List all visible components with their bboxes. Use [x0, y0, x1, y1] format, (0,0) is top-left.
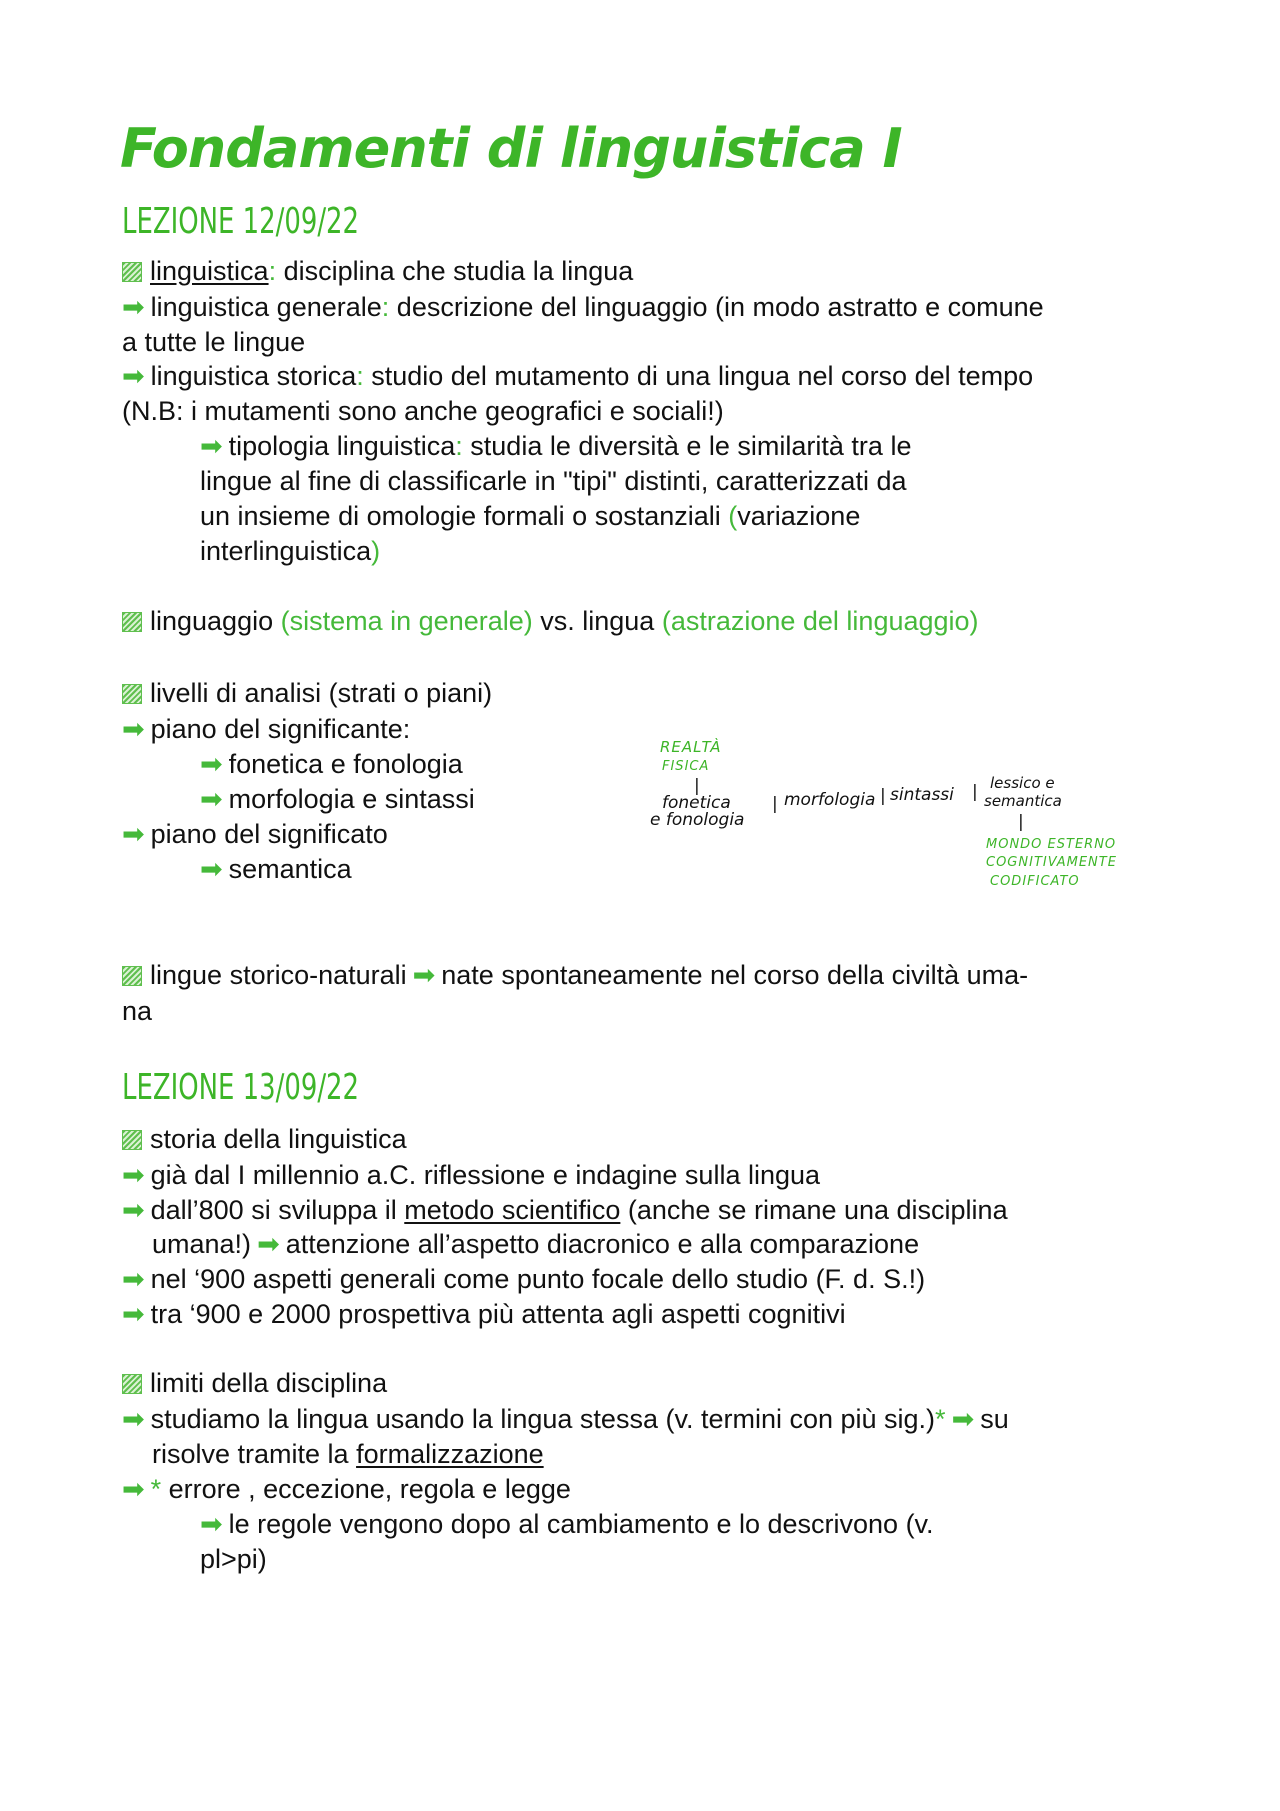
- hatched-square-icon: [122, 684, 142, 704]
- sketch-sintassi: sintassi: [890, 785, 954, 805]
- sketch-cognitivamente: COGNITIVAMENTE: [986, 855, 1117, 870]
- hatched-square-icon: [122, 262, 142, 282]
- lesson-heading-1: LEZIONE 12/09/22: [122, 201, 360, 242]
- arrow-right-icon: ➡: [200, 431, 223, 461]
- hatched-square-icon: [122, 612, 142, 632]
- note-line: ➡ piano del significato: [122, 819, 388, 849]
- arrow-right-icon: ➡: [122, 1404, 145, 1434]
- note-line: ➡ piano del significante:: [122, 714, 411, 744]
- arrow-right-icon: ➡: [257, 1229, 280, 1259]
- sketch-semantica: semantica: [984, 792, 1062, 810]
- note-line: ➡ dall’800 si sviluppa il metodo scientifico (anche se rimane una disciplina: [122, 1195, 1008, 1225]
- sketch-fonetica: fonetica: [662, 793, 731, 813]
- arrow-right-icon: ➡: [122, 1474, 145, 1504]
- sketch-tick: |: [694, 776, 700, 796]
- sketch-morfologia: morfologia: [784, 790, 876, 810]
- note-line: ➡ linguistica generale: descrizione del linguaggio (in modo astratto e comune: [122, 292, 1044, 322]
- arrow-right-icon: ➡: [122, 1264, 145, 1294]
- page-title: Fondamenti di linguistica I: [120, 117, 902, 180]
- sketch-fonologia: e fonologia: [650, 810, 745, 830]
- note-line: limiti della disciplina: [122, 1366, 387, 1400]
- note-line: ➡ * errore , eccezione, regola e legge: [122, 1474, 571, 1504]
- note-line: na: [122, 996, 153, 1026]
- note-line: risolve tramite la formalizzazione: [152, 1439, 544, 1469]
- note-line: a tutte le lingue: [122, 327, 306, 357]
- note-line: storia della linguistica: [122, 1122, 407, 1156]
- sketch-fisica: FISICA: [662, 759, 710, 774]
- sketch-tick: |: [1018, 812, 1024, 832]
- sketch-sep: |: [772, 794, 778, 814]
- note-line: lingue storico-naturali ➡ nate spontaneamente nel corso della civiltà uma-: [122, 958, 1028, 992]
- arrow-right-icon: ➡: [122, 1299, 145, 1329]
- arrow-right-icon: ➡: [200, 1509, 223, 1539]
- note-line: lingue al fine di classificarle in "tipi" distinti, caratterizzati da: [200, 466, 907, 496]
- hatched-square-icon: [122, 1374, 142, 1394]
- note-line: linguaggio (sistema in generale) vs. lingua (astrazione del linguaggio): [122, 604, 979, 638]
- arrow-right-icon: ➡: [200, 784, 223, 814]
- note-line: interlinguistica): [200, 536, 381, 566]
- note-line: ➡ già dal I millennio a.C. riflessione e indagine sulla lingua: [122, 1160, 821, 1190]
- lesson-heading-2: LEZIONE 13/09/22: [122, 1067, 360, 1108]
- sketch-mondo: MONDO ESTERNO: [986, 837, 1117, 852]
- sketch-sep: |: [972, 782, 978, 802]
- note-line: ➡ tra ‘900 e 2000 prospettiva più attenta agli aspetti cognitivi: [122, 1299, 846, 1329]
- note-line: livelli di analisi (strati o piani): [122, 676, 492, 710]
- sketch-lessico: lessico e: [990, 774, 1055, 792]
- note-line: ➡ semantica: [200, 854, 352, 884]
- arrow-right-icon: ➡: [122, 361, 145, 391]
- arrow-right-icon: ➡: [412, 960, 436, 990]
- arrow-right-icon: ➡: [122, 714, 145, 744]
- note-line: ➡ studiamo la lingua usando la lingua stessa (v. termini con più sig.)* ➡ su: [122, 1404, 1009, 1434]
- note-line: ➡ le regole vengono dopo al cambiamento e lo descrivono (v.: [200, 1509, 934, 1539]
- note-line: umana!) ➡ attenzione all’aspetto diacronico e alla comparazione: [152, 1229, 920, 1259]
- note-line: ➡ nel ‘900 aspetti generali come punto focale dello studio (F. d. S.!): [122, 1264, 926, 1294]
- note-line: linguistica: disciplina che studia la lingua: [122, 254, 633, 288]
- note-line: ➡ fonetica e fonologia: [200, 749, 463, 779]
- sketch-realta: REALTÀ: [660, 738, 722, 756]
- note-line: ➡ morfologia e sintassi: [200, 784, 475, 814]
- arrow-right-icon: ➡: [122, 1160, 145, 1190]
- hatched-square-icon: [122, 966, 142, 986]
- arrow-right-icon: ➡: [122, 1195, 145, 1225]
- arrow-right-icon: ➡: [951, 1404, 975, 1434]
- note-line: (N.B: i mutamenti sono anche geografici e sociali!): [122, 396, 724, 426]
- note-line: ➡ linguistica storica: studio del mutamento di una lingua nel corso del tempo: [122, 361, 1034, 391]
- note-line: pl>pi): [200, 1544, 267, 1574]
- note-line: ➡ tipologia linguistica: studia le diversità e le similarità tra le: [200, 431, 912, 461]
- arrow-right-icon: ➡: [122, 292, 145, 322]
- note-line: un insieme di omologie formali o sostanziali (variazione: [200, 501, 861, 531]
- sketch-sep: |: [880, 786, 886, 806]
- arrow-right-icon: ➡: [122, 819, 145, 849]
- arrow-right-icon: ➡: [200, 749, 223, 779]
- arrow-right-icon: ➡: [200, 854, 223, 884]
- sketch-codificato: CODIFICATO: [990, 874, 1080, 889]
- hatched-square-icon: [122, 1130, 142, 1150]
